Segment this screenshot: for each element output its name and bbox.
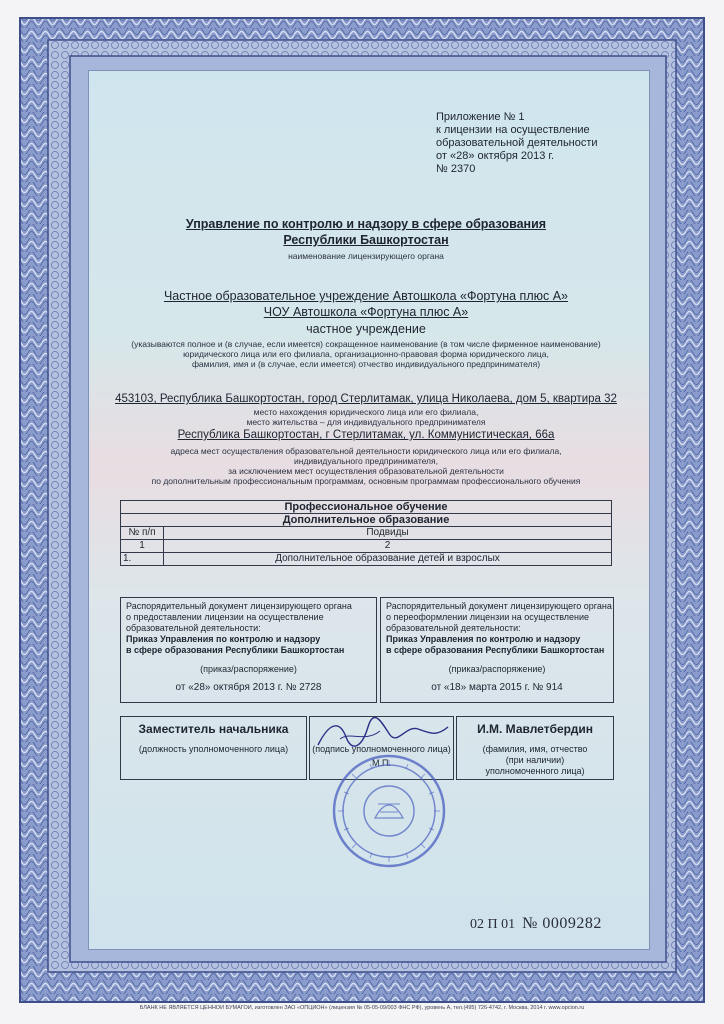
order-line: о переоформлении лицензии на осуществление — [386, 612, 590, 622]
appendix-line: № 2370 — [436, 163, 476, 175]
signatory-name: И.М. Мавлетбердин — [477, 722, 593, 736]
order-right-text — [386, 601, 612, 656]
order-line: о предоставлении лицензии на осуществление — [126, 612, 324, 622]
table-row — [121, 501, 612, 514]
order-right-box — [380, 597, 614, 703]
table-cell: Дополнительное образование детей и взрослых — [164, 553, 612, 566]
order-line: образовательной деятельности: — [126, 623, 261, 633]
table-row — [121, 540, 612, 553]
caption-line: (указываются полное и (в случае, если имеется) сокращенное наименование (в том числе фирменное наименование) — [131, 339, 601, 349]
position-title: Заместитель начальника — [138, 722, 289, 736]
caption-line: фамилия, имя и (в случае, если имеется) отчество индивидуального предпринимателя) — [191, 359, 541, 369]
serial-number — [470, 915, 602, 933]
order-right-caption: (приказ/распоряжение) — [448, 664, 546, 674]
order-line: в сфере образования Республики Башкортостан — [386, 645, 605, 655]
order-right-date: от «18» марта 2015 г. № 914 — [431, 682, 563, 693]
authority-name-line2: Республики Башкортостан — [283, 233, 449, 247]
caption-line: индивидуального предпринимателя, — [294, 456, 438, 466]
organization-legal-form: частное учреждение — [306, 322, 426, 336]
caption-line: место жительства – для индивидуального предпринимателя — [246, 417, 486, 427]
order-left-text — [126, 601, 374, 656]
legal-address-caption — [120, 407, 612, 427]
order-line: Распорядительный документ лицензирующего органа — [386, 601, 612, 611]
caption-line: уполномоченного лица) — [485, 766, 585, 776]
order-line: в сфере образования Республики Башкортостан — [126, 645, 345, 655]
signature-caption: (подпись уполномоченного лица) — [312, 744, 451, 754]
position-box — [120, 716, 307, 780]
order-line: образовательной деятельности: — [386, 623, 521, 633]
table-cell: 2 — [164, 540, 612, 553]
authority-caption: наименование лицензирующего органа — [288, 251, 444, 261]
table-row — [121, 553, 612, 566]
serial-value: № 0009282 — [522, 915, 602, 932]
name-caption — [457, 744, 613, 777]
order-left-box — [120, 597, 377, 703]
order-left-date: от «28» октября 2013 г. № 2728 — [175, 682, 322, 693]
activity-address: Республика Башкортостан, г Стерлитамак, ул. Коммунистическая, 66а — [177, 429, 555, 441]
legal-address: 453103, Республика Башкортостан, город Стерлитамак, улица Николаева, дом 5, квартира 32 — [115, 393, 617, 405]
table-col-subtypes: Подвиды — [164, 527, 612, 540]
appendix-line: образовательной деятельности — [436, 137, 598, 149]
order-line: Приказ Управления по контролю и надзору — [386, 634, 581, 644]
caption-line: (фамилия, имя, отчество — [482, 744, 588, 754]
caption-line: за исключением мест осуществления образовательной деятельности — [228, 466, 504, 476]
official-round-stamp-icon — [330, 752, 448, 870]
table-header-professional: Профессиональное обучение — [121, 501, 612, 514]
seal-caption: М.П. — [372, 758, 391, 768]
appendix-block — [436, 111, 636, 176]
appendix-line: от «28» октября 2013 г. — [436, 150, 555, 162]
organization-caption — [110, 339, 622, 369]
position-caption: (должность уполномоченного лица) — [138, 744, 289, 754]
printer-footer: БЛАНК НЕ ЯВЛЯЕТСЯ ЦЕННОЙ БУМАГОЙ, изготовлен ЗАО «ОПЦИОН» (лицензия № 05-05-09/003 ФНС РФ), уровень А, тел.(495) 726-4742, г. Москва, 2014 г. www.opcion.ru — [139, 1005, 585, 1011]
activity-address-caption — [110, 446, 622, 486]
table-header-additional: Дополнительное образование — [121, 514, 612, 527]
order-line: Распорядительный документ лицензирующего органа — [126, 601, 352, 611]
serial-series: 02 П 01 — [470, 917, 516, 932]
order-line: Приказ Управления по контролю и надзору — [126, 634, 321, 644]
table-row — [121, 527, 612, 540]
appendix-line: к лицензии на осуществление — [436, 124, 590, 136]
table-row — [121, 514, 612, 527]
caption-line: юридического лица или его филиала, организационно-правовая форма юридического лица, — [183, 349, 549, 359]
caption-line: по дополнительным профессиональным программам, основным программам профессионального обучения — [151, 476, 581, 486]
organization-full-name: Частное образовательное учреждение Автошкола «Фортуна плюс А» — [163, 289, 569, 303]
order-left-caption: (приказ/распоряжение) — [200, 664, 297, 674]
organization-short-name: ЧОУ Автошкола «Фортуна плюс А» — [263, 305, 469, 319]
caption-line: адреса мест осуществления образовательной деятельности юридического лица или его филиала, — [170, 446, 562, 456]
table-cell: 1 — [121, 540, 164, 553]
caption-line: место нахождения юридического лица или его филиала, — [253, 407, 479, 417]
table-col-number: № п/п — [121, 527, 164, 540]
appendix-line: Приложение № 1 — [436, 111, 525, 123]
education-types-table — [120, 500, 612, 566]
name-box — [456, 716, 614, 780]
caption-line: (при наличии) — [505, 755, 565, 765]
authority-name-line1: Управление по контролю и надзору в сфере образования — [185, 217, 547, 231]
table-cell: 1. — [121, 553, 164, 566]
